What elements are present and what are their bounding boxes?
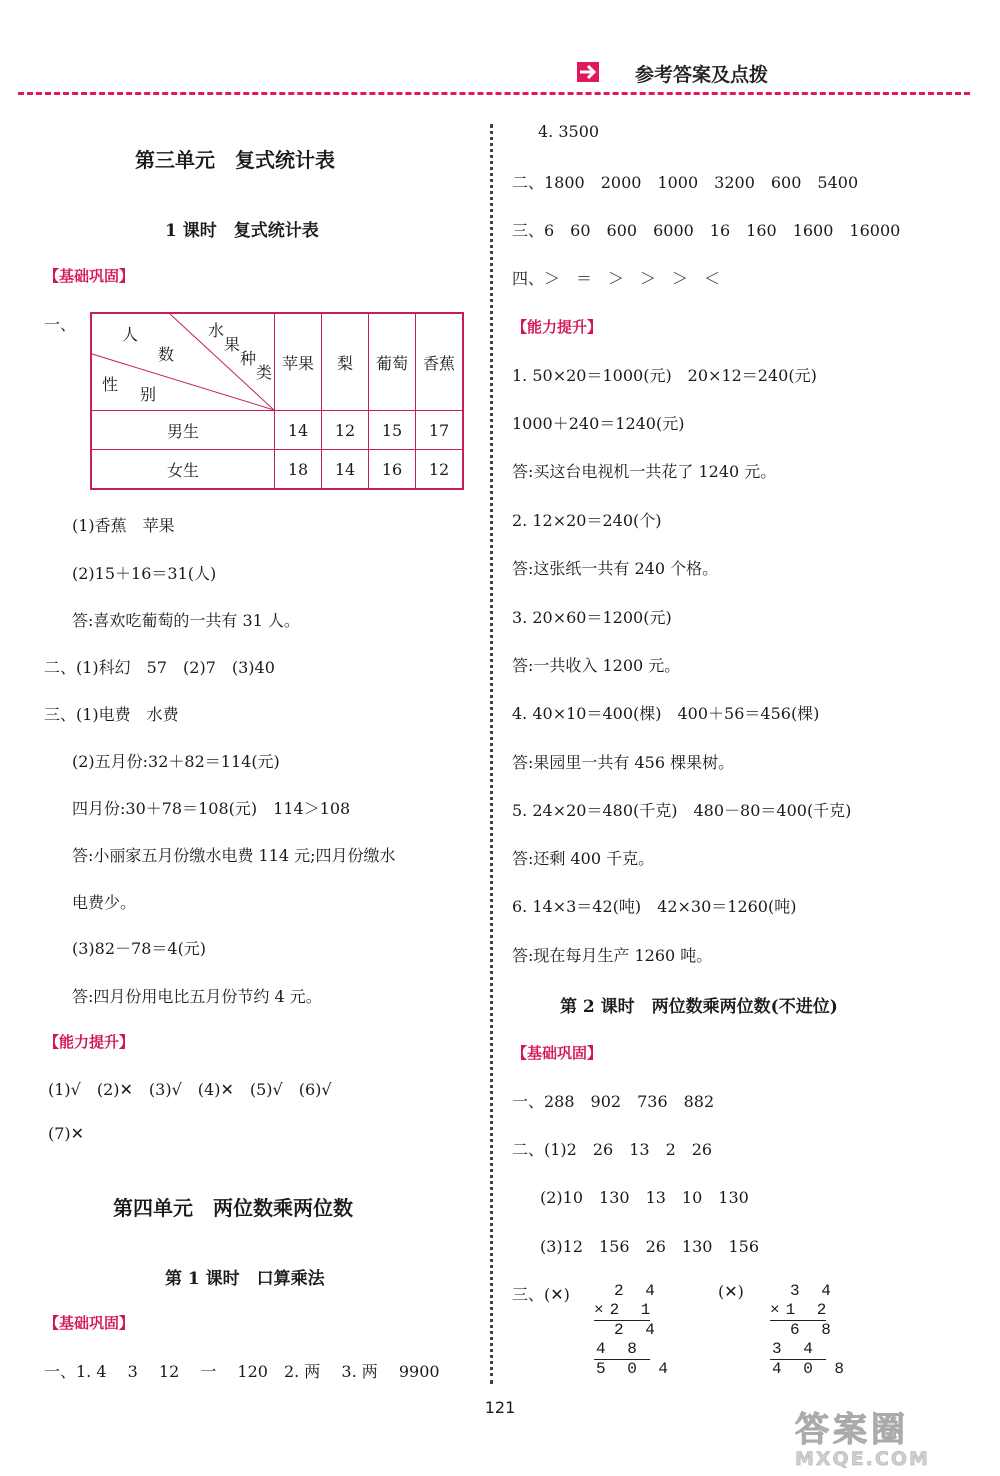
- calc-line: 6 8: [790, 1321, 837, 1339]
- section-tag: 【基础巩固】: [44, 267, 135, 285]
- row-label: 男生: [91, 411, 275, 450]
- answer-line: 四、＞ ＝ ＞ ＞ ＞ ＜: [512, 269, 721, 288]
- answer-line: 1000＋240＝1240(元): [512, 414, 685, 433]
- row-label: 女生: [91, 450, 275, 490]
- table-cell: 15: [369, 411, 416, 450]
- answer-line: 答:小丽家五月份缴水电费 114 元;四月份缴水: [72, 846, 396, 865]
- watermark-text: 答案圈: [795, 1410, 909, 1450]
- table-cell: 14: [322, 450, 369, 490]
- section-tag: 【能力提升】: [512, 318, 603, 336]
- calc-line: 4 0 8: [772, 1360, 851, 1378]
- answer-line: (2)15＋16＝31(人): [72, 564, 217, 583]
- column-header: 苹果: [275, 313, 322, 411]
- calc-line: ×1 2: [770, 1301, 833, 1319]
- watermark-url: MXQE.COM: [795, 1448, 930, 1470]
- answer-line: 一、288 902 736 882: [512, 1092, 715, 1111]
- answer-line: 答:现在每月生产 1260 吨。: [512, 946, 713, 965]
- answer-line: 二、(1)科幻 57 (2)7 (3)40: [44, 658, 275, 677]
- answer-line: 答:喜欢吃葡萄的一共有 31 人。: [72, 611, 300, 630]
- answer-line: 答:买这台电视机一共花了 1240 元。: [512, 462, 777, 481]
- answer-line: (3)12 156 26 130 156: [540, 1237, 760, 1256]
- answer-line: (3)82－78＝4(元): [72, 939, 207, 958]
- answer-line: (1)√ (2)✕ (3)√ (4)✕ (5)√ (6)√: [48, 1080, 332, 1099]
- answer-line: (2)10 130 13 10 130: [540, 1188, 749, 1207]
- watermark-logo: [795, 1412, 980, 1470]
- table-row: [91, 450, 463, 490]
- answer-line: 5. 24×20＝480(千克) 480－80＝400(千克): [512, 801, 852, 820]
- calc-line: 3 4: [790, 1282, 837, 1300]
- table-cell: 12: [416, 450, 464, 490]
- table-cell: 18: [275, 450, 322, 490]
- calc-line: 2 4: [614, 1282, 661, 1300]
- calc-line: 5 0 4: [596, 1360, 675, 1378]
- column-header: 香蕉: [416, 313, 464, 411]
- answer-line: 二、(1)2 26 13 2 26: [512, 1140, 713, 1159]
- column-header: 葡萄: [369, 313, 416, 411]
- header-title: 参考答案及点拨: [634, 64, 768, 86]
- question-label: 三、(✕): [512, 1285, 570, 1304]
- answer-line: 3. 20×60＝1200(元): [512, 608, 672, 627]
- column-header: 梨: [322, 313, 369, 411]
- lesson1-title: 1 课时 复式统计表: [165, 221, 319, 241]
- table-diagonal-header: [91, 313, 275, 411]
- calc-line: 2 4: [614, 1321, 661, 1339]
- question-label: 一、: [44, 315, 77, 334]
- diag-label: 数: [158, 345, 175, 364]
- arrow-icon: [577, 62, 599, 82]
- answer-line: 二、1800 2000 1000 3200 600 5400: [512, 173, 859, 192]
- page-number: 121: [484, 1398, 516, 1417]
- answer-line: 1. 50×20＝1000(元) 20×12＝240(元): [512, 366, 817, 385]
- answer-line: 2. 12×20＝240(个): [512, 511, 662, 530]
- unit4-title: 第四单元 两位数乘两位数: [113, 1196, 353, 1220]
- answer-line: (2)五月份:32＋82＝114(元): [72, 752, 280, 771]
- unit3-title: 第三单元 复式统计表: [135, 148, 335, 172]
- section-tag: 【能力提升】: [44, 1033, 135, 1051]
- answer-line: 答:这张纸一共有 240 个格。: [512, 559, 719, 578]
- answer-line: 一、1. 4 3 12 一 120 2. 两 3. 两 9900: [44, 1362, 440, 1381]
- answer-line: 三、6 60 600 6000 16 160 1600 16000: [512, 221, 901, 240]
- table-row: [91, 411, 463, 450]
- stats-table: [90, 312, 464, 490]
- header-divider: [18, 92, 970, 95]
- calc-line: ×2 1: [594, 1301, 657, 1319]
- diag-label: 人: [122, 325, 139, 344]
- table-cell: 14: [275, 411, 322, 450]
- answer-line: 答:四月份用电比五月份节约 4 元。: [72, 987, 322, 1006]
- diag-label: 水: [208, 321, 225, 340]
- answer-line: 答:一共收入 1200 元。: [512, 656, 681, 675]
- column-divider: [490, 124, 493, 1384]
- answer-line: 6. 14×3＝42(吨) 42×30＝1260(吨): [512, 897, 797, 916]
- diag-label: 类: [256, 363, 273, 382]
- question-label: (✕): [718, 1282, 744, 1301]
- section-tag: 【基础巩固】: [512, 1044, 603, 1062]
- table-cell: 17: [416, 411, 464, 450]
- answer-line: 4. 40×10＝400(棵) 400＋56＝456(棵): [512, 704, 820, 723]
- diag-label: 种: [240, 349, 257, 368]
- answer-line: 三、(1)电费 水费: [44, 705, 179, 724]
- answer-line: (7)✕: [48, 1124, 85, 1143]
- answer-line: 4. 3500: [538, 122, 600, 141]
- lesson-title: 第 1 课时 口算乘法: [165, 1269, 325, 1289]
- table-cell: 12: [322, 411, 369, 450]
- section-tag: 【基础巩固】: [44, 1314, 135, 1332]
- calc-line: 4 8: [596, 1340, 643, 1358]
- answer-line: 答:果园里一共有 456 棵果树。: [512, 753, 735, 772]
- answer-line: 答:还剩 400 千克。: [512, 849, 655, 868]
- diag-label: 果: [224, 335, 241, 354]
- answer-line: 电费少。: [72, 893, 137, 912]
- table-cell: 16: [369, 450, 416, 490]
- diag-label: 性: [102, 375, 119, 394]
- answer-line: (1)香蕉 苹果: [72, 516, 175, 535]
- lesson-title: 第 2 课时 两位数乘两位数(不进位): [560, 997, 838, 1017]
- calc-line: 3 4: [772, 1340, 819, 1358]
- answer-line: 四月份:30＋78＝108(元) 114＞108: [72, 799, 351, 818]
- diag-label: 别: [140, 385, 157, 404]
